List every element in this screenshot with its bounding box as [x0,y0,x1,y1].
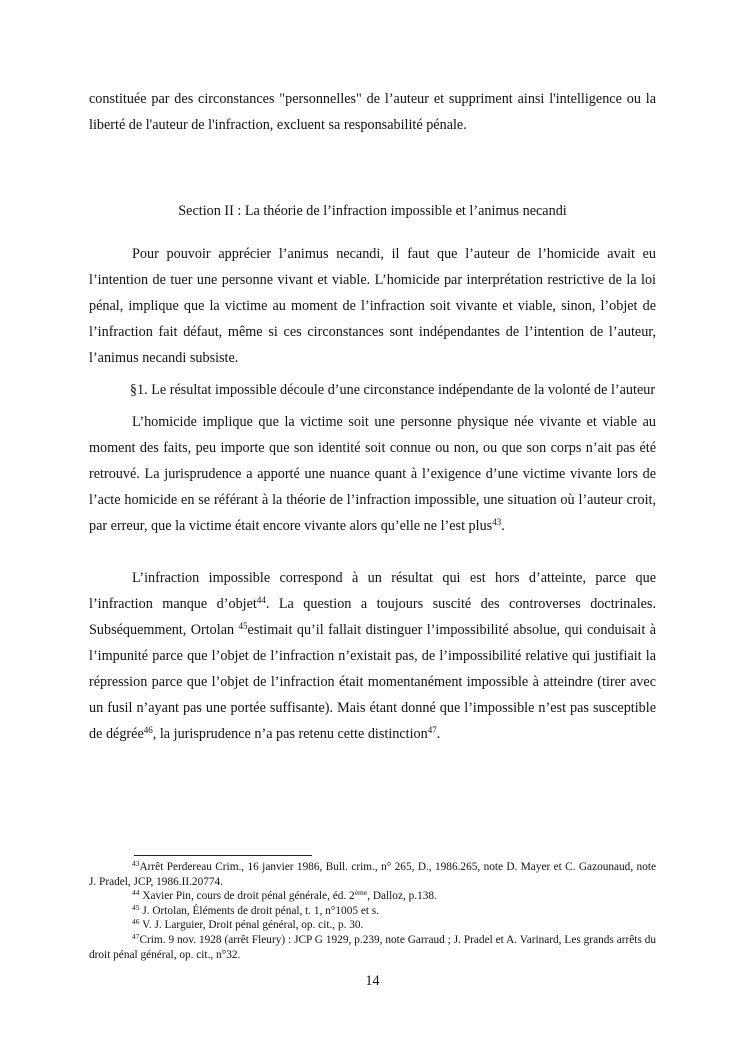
paragraph-infraction-impossible [89,565,656,747]
footnote-text-end: , Dalloz, p.138. [367,890,437,903]
footnote-number: 47 [132,931,140,941]
footnote-45 [89,904,656,919]
paragraph-text-end: . [501,518,505,534]
paragraph-homicide-victime [89,409,656,539]
footnote-text: Xavier Pin, cours de droit pénal générale, éd. 2 [139,890,355,903]
section-title: Section II : La théorie de l’infraction impossible et l’animus necandi [178,203,567,219]
footnote-43 [89,860,656,889]
footnote-47 [89,933,656,962]
footnote-number: 46 [132,917,140,927]
paragraph-text: L’homicide implique que la victime soit une personne physique née vivante et viable au moment des faits, peu importe que son identité soit connue ou non, ou que son corps n’ait pas été retrouvé. La jurisprudence a apporté une nuance quant à l’exigence d’une victime vivante lors de l’acte homicide en se référant à la théorie de l’infraction impossible, une situation où l’auteur croit, par erreur, que la victime était encore vivante alors qu’elle ne l’est plus [89,414,656,534]
paragraph-text-c: estimait qu’il fallait distinguer l’impossibilité absolue, qui conduisait à l’impunité parce que l’objet de l’infraction n’existait pas, de l’impossibilité relative qui justifiait la répression parce que l’objet de l’infraction était momentanément impossible à atteindre (tirer avec un fusil n’ayant pas une portée suffisante). Mais étant donné que l’impossible n’est pas susceptible de dégrée [89,622,656,742]
footnote-text: Arrêt Perdereau Crim., 16 janvier 1986, Bull. crim., n° 265, D., 1986.265, note D. Mayer et C. Gazounaud, note J. Pradel, JCP, 1986.II.20774. [89,861,656,888]
footnote-number: 44 [132,888,140,898]
footnote-text: J. Ortolan, Éléments de droit pénal, t. 1, n°1005 et s. [139,904,380,917]
footnote-46 [89,918,656,933]
opening-paragraph: constituée par des circonstances "personnelles" de l’auteur et suppriment ainsi l'intelligence ou la liberté de l'auteur de l'infraction, excluent sa responsabilité pénale. [89,91,656,133]
footnote-text: Crim. 9 nov. 1928 (arrêt Fleury) : JCP G 1929, p.239, note Garraud ; J. Pradel et A. Varinard, Les grands arrêts du droit pénal général, op. cit., n°32. [89,933,656,961]
footnote-separator [134,855,312,856]
footnote-ref-44[interactable]: 44 [256,595,266,605]
paragraph-text-a: L’infraction impossible correspond à un résultat qui est hors d’atteinte, parce que l’infraction manque d’objet [89,570,656,612]
paragraph-animus-necandi: Pour pouvoir apprécier l’animus necandi, il faut que l’auteur de l’homicide avait eu l’intention de tuer une personne vivant et viable. L’homicide par interprétation restrictive de la loi pénal, implique que la victime au moment de l’infraction soit vivante et viable, sinon, l’objet de l’infraction fait défaut, même si ces circonstances sont indépendantes de l’intention de l’auteur, l’animus necandi subsiste. [89,246,656,366]
footnote-ref-47[interactable]: 47 [427,725,437,735]
footnote-number: 45 [132,902,140,912]
paragraph-text-d: , la jurisprudence n’a pas retenu cette distinction [152,726,428,742]
footnote-ref-43[interactable]: 43 [492,517,502,527]
footnote-44 [89,889,656,904]
paragraph-text-e: . [436,726,441,742]
page-body [89,86,656,747]
footnote-superscript: ème [354,888,368,898]
footnote-ref-46[interactable]: 46 [143,725,153,735]
paragraph-text-b: . La question a toujours suscité des controverses doctrinales. Subséquemment, Ortolan [89,596,657,638]
footnote-ref-45[interactable]: 45 [238,621,248,631]
footnote-number: 43 [132,859,140,868]
subsection-title: §1. Le résultat impossible découle d’une circonstance indépendante de la volonté de l’auteur [129,382,656,398]
footnote-text: V. J. Larguier, Droit pénal général, op. cit., p. 30. [139,919,364,932]
footnotes [89,860,656,962]
page-number: 14 [365,973,380,989]
